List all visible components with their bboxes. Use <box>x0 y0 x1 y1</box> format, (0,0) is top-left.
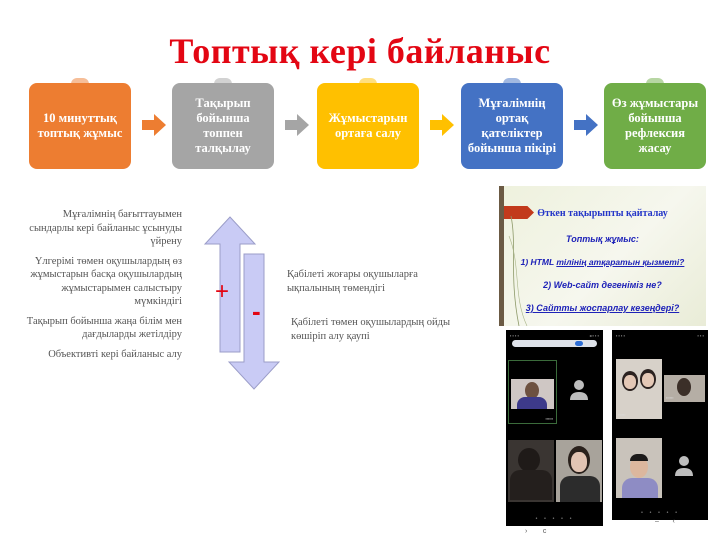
video-tile: ▪▪▪▪▪▪ <box>664 375 705 402</box>
video-tile: ▪▪▪▪▪▪ <box>508 360 557 424</box>
q1-rest: тілінің атқаратын қызметі? <box>556 257 685 267</box>
slide-subheading: Топтық жұмыс: <box>566 234 639 244</box>
right-arrow-icon <box>430 113 454 137</box>
advantage-item: Мұғалімнің бағыттауымен сындарлы кері байланыс ұсынуды үйрену <box>29 209 182 247</box>
advantage-item: Үлгерімі төмен оқушылардың өз жұмыстарын басқа оқушылардың жұмыстарымен салыстыру мүмкіндігі <box>30 255 182 307</box>
video-tile: ▪▪▪▪▪▪ <box>616 359 662 419</box>
minus-sign: - <box>252 296 261 326</box>
video-call-screenshot-2 <box>612 330 708 520</box>
page-dots: • • • • • <box>534 516 575 522</box>
disadvantage-item-1 <box>287 268 447 295</box>
q1-prefix: 1) HTML <box>520 257 557 267</box>
step-box-3 <box>317 83 419 169</box>
up-down-arrows-icon <box>200 212 280 392</box>
step-label: Тақырып бойынша топпен талқылау <box>195 96 251 155</box>
step-box-2 <box>172 83 274 169</box>
right-arrow-icon <box>285 113 309 137</box>
slide-question-1 <box>499 257 706 267</box>
page-title: Топтық кері байланыс <box>169 31 551 71</box>
step-label: Өз жұмыстары бойынша рефлексия жасау <box>611 96 699 155</box>
advantage-item: Объективті кері байланыс алу <box>48 348 182 360</box>
toggle-icon <box>575 341 583 346</box>
slide-heading: Өткен тақырыпты қайталау <box>537 208 668 219</box>
video-tile <box>556 440 602 502</box>
step-box-1 <box>29 83 131 169</box>
plus-sign: + <box>215 278 230 305</box>
video-call-screenshot-1 <box>506 330 603 526</box>
right-arrow-icon <box>574 113 598 137</box>
search-bar <box>512 340 597 347</box>
slide-question-2: 2) Web-сайт дегеніміз не? <box>543 280 662 290</box>
participant-video <box>511 379 554 409</box>
slide-thumbnail <box>499 186 706 326</box>
right-arrow-icon <box>142 113 166 137</box>
avatar-placeholder-icon <box>674 455 694 477</box>
status-bar: ▪ ▪ ▪ ▪ ▪ ▪ ▪ <box>616 333 704 338</box>
video-tile <box>616 438 662 498</box>
disadvantage-item-2 <box>291 316 451 343</box>
avatar-placeholder-icon <box>569 379 589 401</box>
slide-question-3: 3) Сайтты жоспарлау кезеңдері? <box>525 303 680 313</box>
step-box-4 <box>461 83 563 169</box>
advantage-item: Тақырып бойынша жаңа білім мен дағдыларды жетілдіру <box>26 315 182 340</box>
video-tile <box>508 440 554 502</box>
step-label: Мұғалімнің ортақ қателіктер бойынша пікірі <box>467 96 557 155</box>
disadvantage-text: Қабілеті жоғары оқушыларға ықпалының төмендігі <box>287 269 418 294</box>
advantages-list <box>24 208 182 367</box>
status-bar: ▪ ▪ ▪ ▪ ◂ ▪ ▪ ▪ <box>510 333 599 338</box>
step-box-5 <box>604 83 706 169</box>
disadvantage-text: Қабілеті төмен оқушылардың ойды көшіріп алу қаупі <box>291 317 451 342</box>
step-label: 10 минуттық топтық жұмыс <box>37 111 123 140</box>
page-dots: • • • • • <box>640 510 680 516</box>
step-label: Жұмыстарын ортаға салу <box>328 111 408 140</box>
nav-bar-icons: – ‹ <box>655 518 675 525</box>
nav-back-icon: › c <box>525 528 547 535</box>
